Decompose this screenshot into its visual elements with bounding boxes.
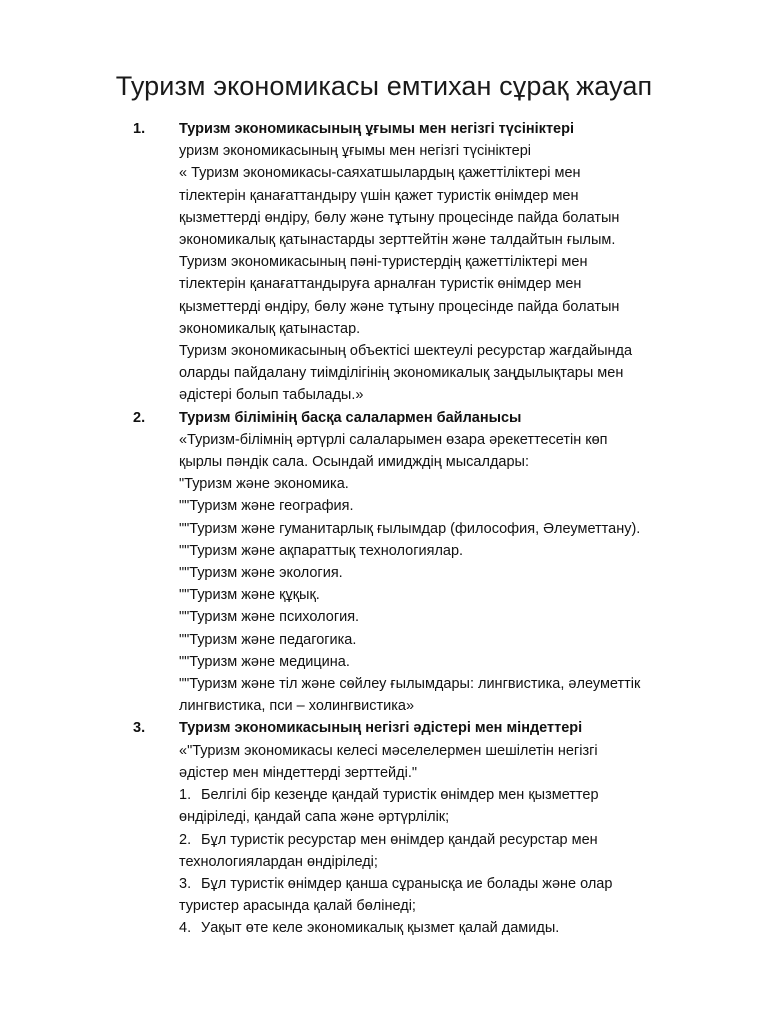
answer-line: ""Туризм және география. bbox=[179, 498, 354, 515]
sub-item-continuation: технологиялардан өндіріледі; bbox=[179, 853, 378, 870]
question-number: 1. bbox=[133, 121, 146, 137]
answer-line: тілектерін қанағаттандыру үшін қажет туристік өнімдер мен bbox=[179, 187, 579, 204]
answer-line: ""Туризм және гуманитарлық ғылымдар (философия, Әлеуметтану). bbox=[179, 520, 641, 537]
answer-line: оларды пайдалану тиімділігінің экономикалық заңдылықтары мен bbox=[179, 365, 624, 382]
sub-item-number: 2. bbox=[179, 831, 192, 848]
answer-line: «Туризм-білімнің әртүрлі салаларымен өзара әрекеттесетін көп bbox=[179, 431, 608, 448]
page-title: Туризм экономикасы емтихан сұрақ жауап bbox=[115, 71, 653, 101]
answer-line: тілектерін қанағаттандыруға арналған туристік өнімдер мен bbox=[179, 276, 582, 293]
answer-line: ""Туризм және экология. bbox=[179, 565, 343, 582]
answer-line: әдістер мен міндеттерді зерттейді." bbox=[179, 764, 418, 781]
answer-line: қырлы пәндік сала. Осындай имидждің мысалдары: bbox=[179, 454, 529, 471]
question-number: 2. bbox=[133, 409, 146, 426]
sub-item-text: Бұл туристік өнімдер қанша сұранысқа ие болады және олар bbox=[201, 875, 613, 892]
answer-line: « Туризм экономикасы-саяхатшылардың қажеттіліктері мен bbox=[179, 165, 581, 182]
question-section-2 bbox=[0, 407, 768, 718]
sub-item-number: 4. bbox=[179, 920, 192, 937]
sub-item bbox=[179, 873, 728, 895]
question-number: 3. bbox=[133, 720, 146, 737]
answer-line: экономикалық қатынастар. bbox=[179, 320, 361, 337]
sub-item bbox=[179, 917, 728, 939]
answer-line: ""Туризм және ақпараттық технологиялар. bbox=[179, 542, 464, 559]
answer-line: ""Туризм және педагогика. bbox=[179, 631, 357, 648]
answer-line: ""Туризм және психология. bbox=[179, 609, 360, 626]
question-heading: Туризм білімінің басқа салалармен байланысы bbox=[179, 409, 522, 426]
question-heading: Туризм экономикасының ұғымы мен негізгі түсініктері bbox=[179, 121, 574, 137]
sub-item-text: Уақыт өте келе экономикалық қызмет қалай дамиды. bbox=[201, 920, 560, 937]
answer-line: «"Туризм экономикасы келесі мәселелермен шешілетін негізгі bbox=[179, 742, 598, 759]
sub-item bbox=[179, 829, 728, 851]
question-section-3 bbox=[0, 717, 768, 939]
answer-line: ""Туризм және медицина. bbox=[179, 653, 350, 670]
sub-item-number: 1. bbox=[179, 787, 192, 804]
sub-item-text: Бұл туристік ресурстар мен өнімдер қандай ресурстар мен bbox=[201, 831, 598, 848]
sub-item-continuation: туристер арасында қалай бөлінеді; bbox=[179, 898, 416, 915]
answer-line: Туризм экономикасының пәні-туристердің қажеттіліктері мен bbox=[179, 254, 588, 271]
answer-line: уризм экономикасының ұғымы мен негізгі түсініктері bbox=[179, 143, 532, 160]
answer-line: әдістері болып табылады.» bbox=[179, 387, 364, 404]
answer-line: қызметтерді өндіру, бөлу және тұтыну процесінде пайда болатын bbox=[179, 209, 620, 226]
sub-item-number: 3. bbox=[179, 875, 192, 892]
question-section-1 bbox=[0, 118, 768, 407]
question-heading: Туризм экономикасының негізгі әдістері мен міндеттері bbox=[179, 720, 583, 737]
answer-line: Туризм экономикасының объектісі шектеулі ресурстар жағдайында bbox=[179, 343, 633, 360]
answer-line: экономикалық қатынастарды зерттейтін және талдайтын ғылым. bbox=[179, 232, 616, 249]
answer-line: қызметтерді өндіру, бөлу және тұтыну процесінде пайда болатын bbox=[179, 298, 620, 315]
answer-line: "Туризм және экономика. bbox=[179, 476, 349, 493]
sub-item-text: Белгілі бір кезеңде қандай туристік өнімдер мен қызметтер bbox=[201, 787, 599, 804]
sub-item-continuation: өндіріледі, қандай сапа және әртүрлілік; bbox=[179, 809, 450, 826]
answer-line: ""Туризм және құқық. bbox=[179, 587, 320, 604]
answer-line: лингвистика, пси – холингвистика» bbox=[179, 698, 415, 715]
question-list bbox=[0, 118, 768, 940]
sub-item bbox=[179, 784, 728, 806]
answer-line: ""Туризм және тіл және сөйлеу ғылымдары: лингвистика, әлеуметтік bbox=[179, 676, 641, 693]
